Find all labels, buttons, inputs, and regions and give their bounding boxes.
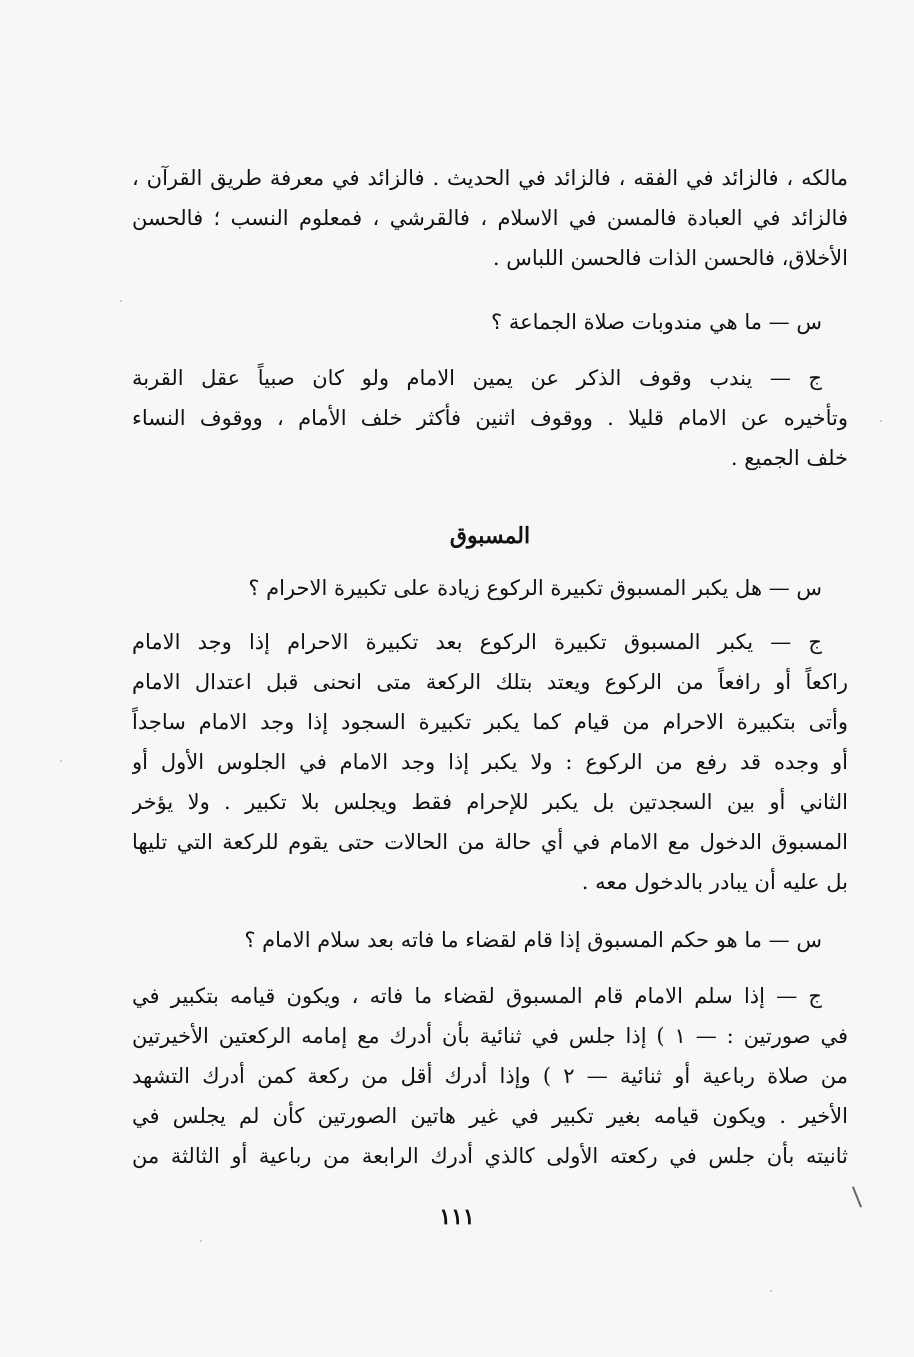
page-number: ١١١ (439, 1204, 475, 1230)
answer-line: ج — يندب وقوف الذكر عن يمين الامام ولو كان صبياً عقل القربة (132, 366, 822, 390)
paper-speck (200, 1240, 202, 1242)
answer-line: المسبوق الدخول مع الامام في أي حالة من الحالات حتى يقوم للركعة التي تليها (132, 830, 848, 854)
text-line: فالزائد في العبادة فالمسن في الاسلام ، فالقرشي ، فمعلوم النسب ؛ فالحسن (132, 206, 848, 230)
question-2 (132, 568, 848, 608)
text-line: الأخلاق، فالحسن الذات فالحسن اللباس . (492, 246, 848, 270)
answer-1 (132, 358, 848, 478)
question-1 (132, 302, 848, 342)
answer-line: بل عليه أن يبادر بالدخول معه . (581, 870, 848, 894)
answer-line: من صلاة رباعية أو ثنائية — ٢ ) وإذا أدرك أقل من ركعة كمن أدرك التشهد (132, 1064, 848, 1088)
answer-line: خلف الجميع . (730, 446, 848, 470)
answer-line: الثاني أو بين السجدتين بل يكبر للإحرام فقط ويجلس بلا تكبير . ولا يؤخر (132, 790, 848, 814)
answer-line: راكعاً أو رافعاً من الركوع ويعتد بتلك الركعة متى انحنى قبل اعتدال الامام (132, 670, 848, 694)
answer-line: ج — يكبر المسبوق تكبيرة الركوع بعد تكبيرة الاحرام إذا وجد الامام (132, 630, 822, 654)
paper-speck (880, 420, 882, 422)
answer-line: ج — إذا سلم الامام قام المسبوق لقضاء ما فاته ، ويكون قيامه بتكبير في (132, 984, 822, 1008)
question-line: س — ما هو حكم المسبوق إذا قام لقضاء ما فاته بعد سلام الامام ؟ (244, 928, 822, 952)
paper-speck (60, 760, 62, 762)
paragraph-continuation (132, 158, 848, 278)
question-line: س — ما هي مندوبات صلاة الجماعة ؟ (491, 310, 822, 334)
answer-3 (132, 976, 848, 1176)
answer-line: أو وجده قد رفع من الركوع : ولا يكبر إذا وجد الامام في الجلوس الأول أو (132, 750, 848, 774)
section-heading: المسبوق (449, 523, 531, 549)
text-line: مالكه ، فالزائد في الفقه ، فالزائد في الحديث . فالزائد في معرفة طريق القرآن ، (132, 166, 848, 190)
answer-line: وتأخيره عن الامام قليلا . ووقوف اثنين فأكثر خلف الأمام ، ووقوف النساء (132, 406, 848, 430)
answer-line: الأخير . ويكون قيامه بغير تكبير في غير هاتين الصورتين كأن لم يجلس في (132, 1104, 848, 1128)
paper-speck (120, 300, 122, 302)
answer-line: في صورتين : — ١ ) إذا جلس في ثنائية بأن أدرك مع إمامه الركعتين الأخيرتين (132, 1024, 848, 1048)
question-3 (132, 920, 848, 960)
paper-speck (770, 1290, 772, 1292)
question-line: س — هل يكبر المسبوق تكبيرة الركوع زيادة على تكبيرة الاحرام ؟ (248, 576, 822, 600)
answer-2 (132, 622, 848, 902)
answer-line: ثانيته بأن جلس في ركعته الأولى كالذي أدرك الرابعة من رباعية أو الثالثة من (132, 1144, 848, 1168)
answer-line: وأتى بتكبيرة الاحرام من قيام كما يكبر تكبيرة السجود إذا وجد الامام ساجداً (132, 710, 848, 734)
